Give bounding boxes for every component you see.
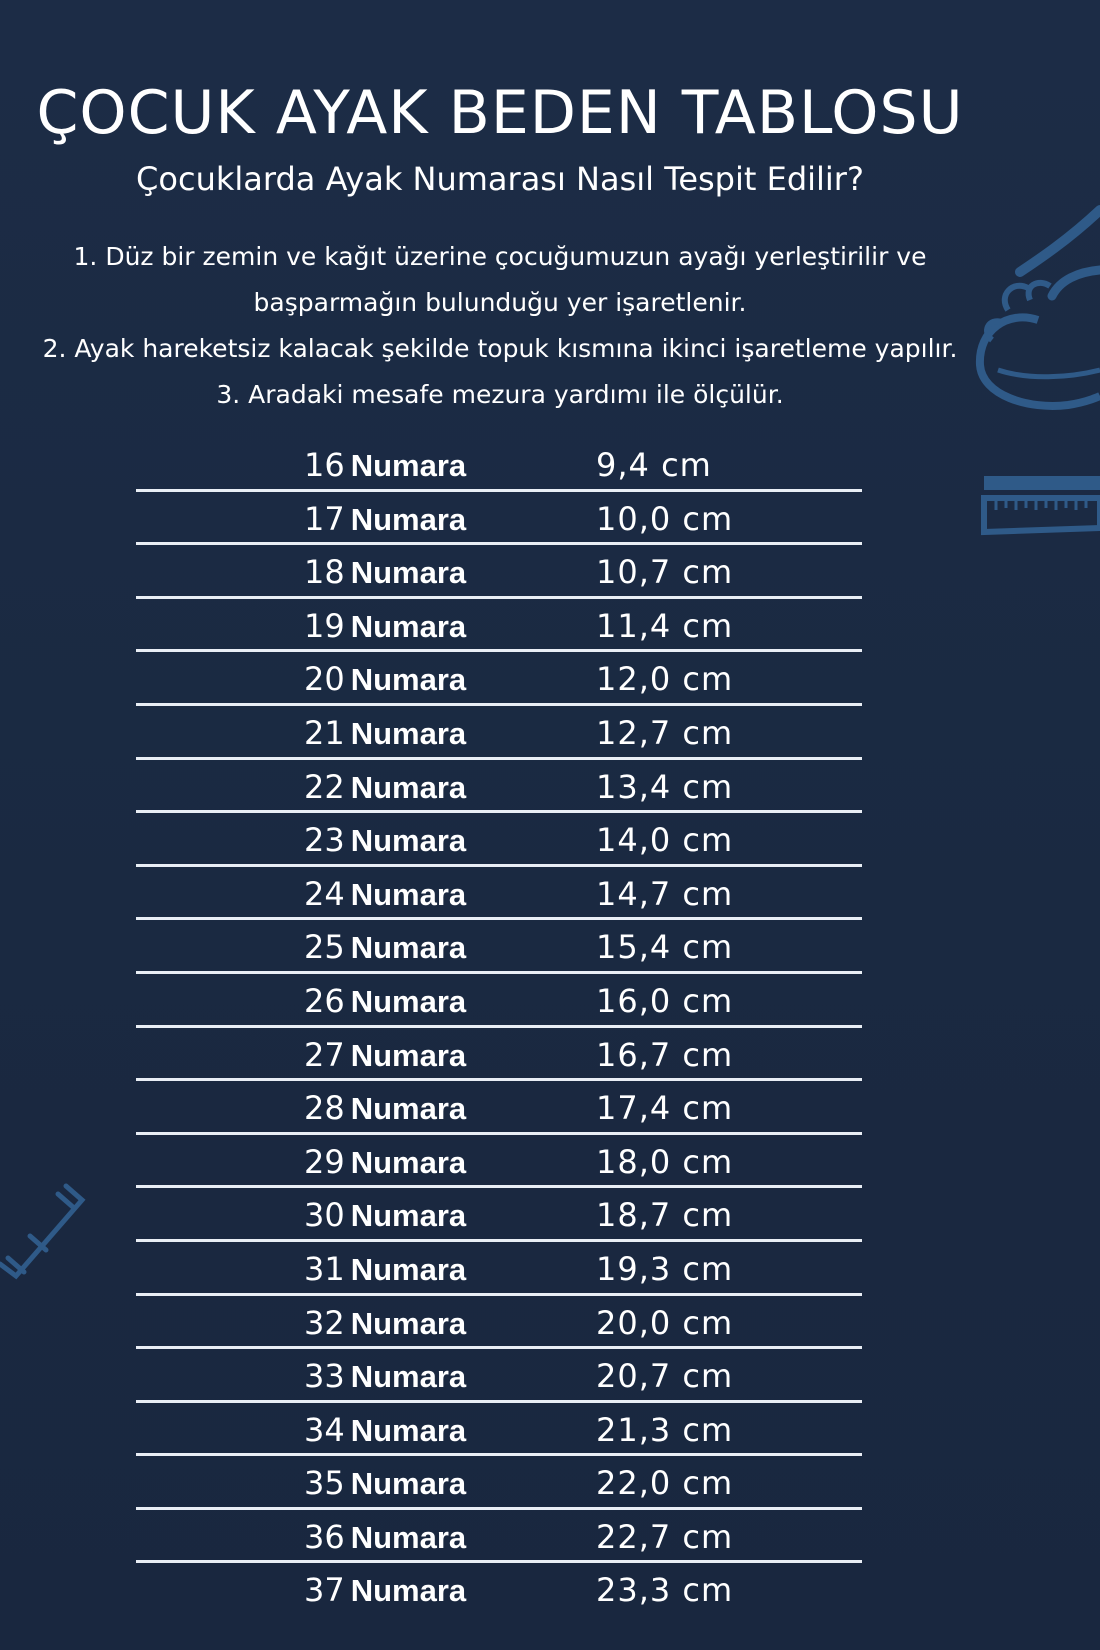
size-cell <box>304 928 466 966</box>
foot-length: 21,3 cm <box>596 1410 734 1449</box>
size-cell <box>304 714 466 752</box>
size-cell <box>304 1089 466 1127</box>
size-label: Numara <box>350 1037 467 1073</box>
size-cell <box>304 1196 466 1234</box>
foot-length: 10,0 cm <box>596 499 734 538</box>
size-label: Numara <box>350 555 467 591</box>
size-cell <box>304 660 466 698</box>
foot-length: 11,4 cm <box>596 606 734 645</box>
size-cell <box>304 446 466 484</box>
size-label: Numara <box>350 876 467 912</box>
foot-length: 22,0 cm <box>596 1464 734 1503</box>
foot-length: 13,4 cm <box>596 767 734 806</box>
size-number: 29 <box>304 1142 345 1181</box>
size-label: Numara <box>350 1198 467 1234</box>
size-number: 33 <box>304 1357 345 1396</box>
size-cell <box>304 1250 466 1288</box>
size-label: Numara <box>350 1519 467 1555</box>
table-row <box>136 1135 862 1189</box>
size-cell <box>304 821 466 859</box>
table-row <box>136 974 862 1028</box>
size-number: 18 <box>304 553 345 592</box>
table-row <box>136 1510 862 1564</box>
size-cell <box>304 768 466 806</box>
size-label: Numara <box>350 1144 467 1180</box>
foot-length: 20,0 cm <box>596 1303 734 1342</box>
size-number: 27 <box>304 1035 345 1074</box>
size-label: Numara <box>350 1573 467 1609</box>
table-row <box>136 545 862 599</box>
table-row <box>136 1081 862 1135</box>
size-label: Numara <box>350 983 467 1019</box>
size-number: 24 <box>304 874 345 913</box>
table-row <box>136 599 862 653</box>
size-label: Numara <box>350 662 467 698</box>
table-row <box>136 1028 862 1082</box>
size-label: Numara <box>350 1359 467 1395</box>
size-cell <box>304 875 466 913</box>
instruction-line: 3. Aradaki mesafe mezura yardımı ile ölçülür. <box>216 380 784 409</box>
size-number: 19 <box>304 606 345 645</box>
instructions-list <box>0 234 1000 418</box>
size-label: Numara <box>350 769 467 805</box>
foot-length: 14,7 cm <box>596 874 734 913</box>
size-number: 37 <box>304 1571 345 1610</box>
table-row <box>136 1188 862 1242</box>
size-number: 16 <box>304 446 345 484</box>
size-number: 34 <box>304 1410 345 1449</box>
size-cell <box>304 982 466 1020</box>
size-label: Numara <box>350 1251 467 1287</box>
table-row <box>136 1456 862 1510</box>
table-row <box>136 1349 862 1403</box>
size-label: Numara <box>350 1412 467 1448</box>
size-table <box>136 438 862 1617</box>
size-cell <box>304 1464 466 1502</box>
foot-length: 16,7 cm <box>596 1035 734 1074</box>
foot-length: 18,7 cm <box>596 1196 734 1235</box>
foot-length: 14,0 cm <box>596 821 734 860</box>
size-label: Numara <box>350 608 467 644</box>
size-number: 31 <box>304 1249 345 1288</box>
table-row <box>136 920 862 974</box>
size-cell <box>304 500 466 538</box>
size-number: 17 <box>304 499 345 538</box>
foot-length: 15,4 cm <box>596 928 734 967</box>
size-cell <box>304 1143 466 1181</box>
instruction-line: başparmağın bulunduğu yer işaretlenir. <box>253 288 747 317</box>
size-number: 26 <box>304 981 345 1020</box>
size-cell <box>304 1304 466 1342</box>
table-row <box>136 652 862 706</box>
table-row <box>136 1296 862 1350</box>
size-cell <box>304 1411 466 1449</box>
instruction-line: 2. Ayak hareketsiz kalacak şekilde topuk kısmına ikinci işaretleme yapılır. <box>42 334 958 363</box>
size-cell <box>304 1357 466 1395</box>
foot-length: 20,7 cm <box>596 1357 734 1396</box>
foot-length: 18,0 cm <box>596 1142 734 1181</box>
size-number: 36 <box>304 1517 345 1556</box>
ruler-icon <box>980 470 1100 550</box>
size-number: 30 <box>304 1196 345 1235</box>
size-number: 35 <box>304 1464 345 1503</box>
size-number: 23 <box>304 821 345 860</box>
foot-length: 19,3 cm <box>596 1249 734 1288</box>
foot-length: 17,4 cm <box>596 1089 734 1128</box>
size-cell <box>304 1036 466 1074</box>
foot-length: 9,4 cm <box>596 446 712 484</box>
size-label: Numara <box>350 930 467 966</box>
size-number: 22 <box>304 767 345 806</box>
table-row <box>136 867 862 921</box>
foot-length: 12,0 cm <box>596 660 734 699</box>
size-cell <box>304 1571 466 1609</box>
foot-length: 16,0 cm <box>596 981 734 1020</box>
size-cell <box>304 553 466 591</box>
table-row <box>136 492 862 546</box>
foot-length: 10,7 cm <box>596 553 734 592</box>
table-row <box>136 1242 862 1296</box>
size-number: 32 <box>304 1303 345 1342</box>
size-number: 21 <box>304 713 345 752</box>
size-label: Numara <box>350 501 467 537</box>
foot-length: 23,3 cm <box>596 1571 734 1610</box>
size-number: 25 <box>304 928 345 967</box>
size-cell <box>304 1518 466 1556</box>
page-title: ÇOCUK AYAK BEDEN TABLOSU <box>36 78 964 148</box>
table-row <box>136 1403 862 1457</box>
instruction-line: 1. Düz bir zemin ve kağıt üzerine çocuğumuzun ayağı yerleştirilir ve <box>73 242 927 271</box>
foot-length: 12,7 cm <box>596 713 734 752</box>
table-row <box>136 438 862 492</box>
size-label: Numara <box>350 1305 467 1341</box>
size-number: 20 <box>304 660 345 699</box>
page-subtitle: Çocuklarda Ayak Numarası Nasıl Tespit Edilir? <box>136 160 864 198</box>
table-row <box>136 706 862 760</box>
table-row <box>136 760 862 814</box>
pencil-icon <box>0 1180 90 1290</box>
table-row <box>136 1563 862 1617</box>
size-label: Numara <box>350 448 467 483</box>
size-label: Numara <box>350 1091 467 1127</box>
size-label: Numara <box>350 715 467 751</box>
table-row <box>136 813 862 867</box>
foot-length: 22,7 cm <box>596 1517 734 1556</box>
size-cell <box>304 607 466 645</box>
size-label: Numara <box>350 1466 467 1502</box>
size-number: 28 <box>304 1089 345 1128</box>
size-label: Numara <box>350 823 467 859</box>
